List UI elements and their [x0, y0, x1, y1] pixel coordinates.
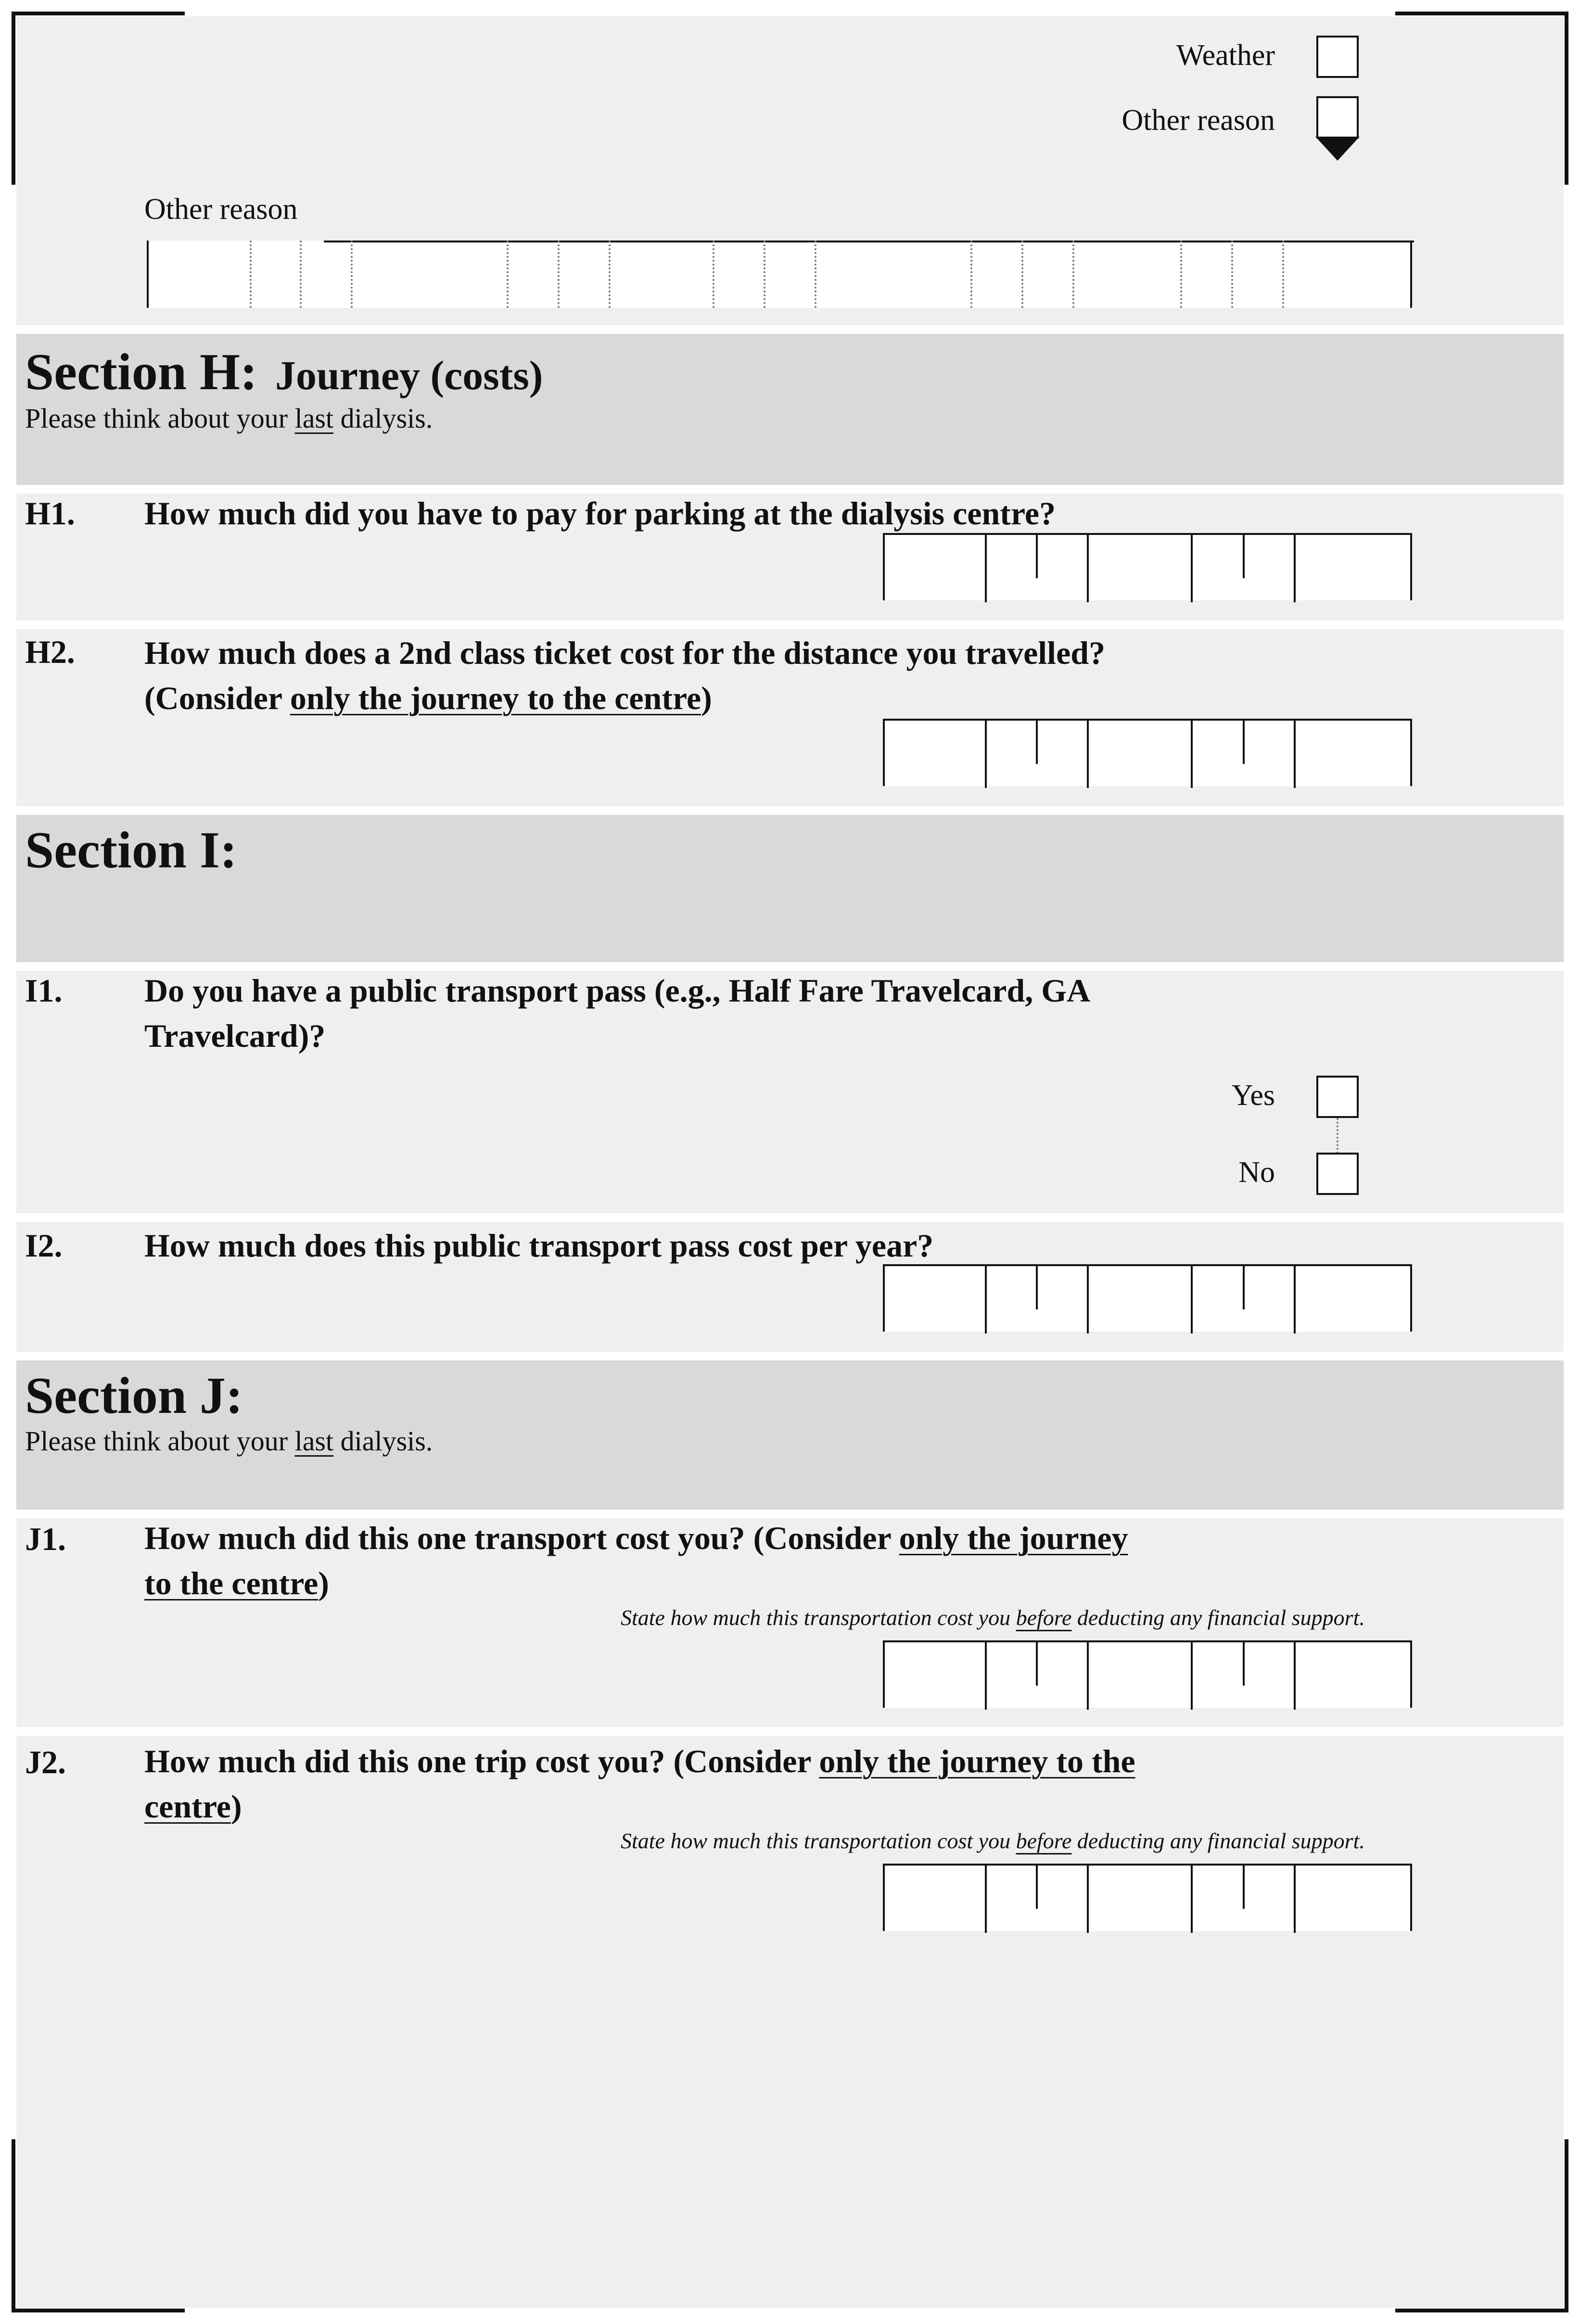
i1-yes-checkbox[interactable] — [1316, 1076, 1359, 1118]
field-divider — [985, 721, 987, 788]
other-reason-checkbox[interactable] — [1316, 96, 1359, 139]
section-h-subtitle: Journey (costs) — [275, 352, 543, 398]
question-text-j2: How much did this one trip cost you? (Consider only the journey to the centre) — [144, 1743, 1135, 1825]
section-j-title: Section J: — [25, 1367, 243, 1424]
divider — [16, 621, 1564, 629]
field-divider — [558, 241, 560, 308]
field-divider — [250, 241, 252, 308]
j2-cost-field[interactable] — [883, 1864, 1412, 1931]
field-divider — [1294, 1266, 1296, 1333]
question-text-i2: How much does this public transport pass cost per year? — [144, 1227, 934, 1264]
field-divider — [764, 241, 765, 308]
field-divider — [507, 241, 509, 308]
field-divider — [1294, 1866, 1296, 1933]
question-number-j2: J2. — [25, 1744, 66, 1780]
i1-option-label-no: No — [1238, 1156, 1275, 1189]
field-divider — [1294, 535, 1296, 602]
field-divider — [351, 241, 353, 308]
other-reason-field-label: Other reason — [144, 193, 298, 226]
field-divider — [985, 1866, 987, 1933]
field-divider — [1180, 241, 1182, 308]
question-number-h1: H1. — [25, 495, 75, 532]
field-divider — [1243, 721, 1245, 764]
field-divider — [1191, 1642, 1193, 1710]
option-label-weather: Weather — [1176, 39, 1275, 72]
divider — [16, 325, 1564, 334]
i1-no-checkbox[interactable] — [1316, 1153, 1359, 1195]
question-text-i1: Do you have a public transport pass (e.g., Half Fare Travelcard, GA Travelcard)? — [144, 972, 1089, 1054]
field-divider — [1282, 241, 1284, 308]
corner-mark-bottom-left-h — [12, 2309, 185, 2312]
section-i-header — [16, 815, 1564, 962]
field-divider — [1243, 1866, 1245, 1909]
field-divider — [1191, 721, 1193, 788]
option-label-other-reason: Other reason — [1121, 104, 1275, 137]
field-divider — [1294, 721, 1296, 788]
question-text-h1: How much did you have to pay for parking at the dialysis centre? — [144, 495, 1056, 532]
question-number-j1: J1. — [25, 1521, 66, 1557]
field-divider — [1294, 1642, 1296, 1710]
section-j-instruction: Please think about your last dialysis. — [25, 1425, 433, 1457]
corner-mark-top-left-h — [12, 12, 185, 15]
corner-mark-bottom-right-v — [1565, 2139, 1568, 2312]
field-divider — [1087, 1866, 1089, 1933]
corner-mark-bottom-left-v — [12, 2139, 15, 2312]
field-divider — [1191, 1866, 1193, 1933]
corner-mark-top-right-h — [1395, 12, 1568, 15]
corner-mark-top-left-v — [12, 12, 15, 185]
divider — [16, 1213, 1564, 1222]
field-divider — [1191, 535, 1193, 602]
field-divider — [1243, 1266, 1245, 1309]
h2-cost-field[interactable] — [883, 719, 1412, 786]
field-divider — [1087, 721, 1089, 788]
field-divider — [1231, 241, 1233, 308]
field-divider — [1087, 1642, 1089, 1710]
field-divider — [609, 241, 611, 308]
other-reason-text-field[interactable] — [147, 241, 1412, 308]
divider — [16, 1352, 1564, 1360]
field-divider — [1087, 1266, 1089, 1333]
j2-note: State how much this transportation cost you before deducting any financial support. — [621, 1829, 1365, 1853]
field-divider — [985, 1266, 987, 1333]
field-divider — [985, 535, 987, 602]
field-divider — [1072, 241, 1074, 308]
field-divider — [1036, 535, 1038, 578]
section-i-title: Section I: — [25, 822, 237, 879]
field-divider — [1036, 1642, 1038, 1686]
question-text-h2: How much does a 2nd class ticket cost for the distance you travelled? — [144, 635, 1106, 671]
j1-cost-field[interactable] — [883, 1640, 1412, 1708]
question-text-h2-line2: (Consider only the journey to the centre) — [144, 680, 712, 716]
question-number-i2: I2. — [25, 1227, 63, 1264]
corner-mark-top-right-v — [1565, 12, 1568, 185]
section-h-title: Section H: — [25, 343, 257, 401]
i1-option-label-yes: Yes — [1231, 1079, 1275, 1112]
divider — [16, 806, 1564, 815]
question-number-h2: H2. — [25, 634, 75, 670]
field-divider — [713, 241, 714, 308]
field-divider — [1021, 241, 1023, 308]
corner-mark-bottom-right-h — [1395, 2309, 1568, 2312]
checkbox-connector — [1337, 1118, 1338, 1154]
field-divider — [300, 241, 302, 308]
weather-checkbox[interactable] — [1316, 36, 1359, 78]
question-text-j1: How much did this one transport cost you? (Consider only the journey to the centre) — [144, 1520, 1128, 1601]
field-divider — [1243, 535, 1245, 578]
field-divider — [1191, 1266, 1193, 1333]
question-number-i1: I1. — [25, 972, 63, 1009]
divider — [16, 1727, 1564, 1736]
filter-arrow-icon — [1315, 137, 1360, 161]
field-divider — [970, 241, 972, 308]
field-divider — [815, 241, 816, 308]
field-divider — [1036, 1266, 1038, 1309]
field-divider — [1087, 535, 1089, 602]
section-h-instruction: Please think about your last dialysis. — [25, 403, 433, 434]
i2-cost-field[interactable] — [883, 1264, 1412, 1332]
j1-note: State how much this transportation cost you before deducting any financial support. — [621, 1605, 1365, 1630]
field-divider — [1036, 721, 1038, 764]
field-divider — [985, 1642, 987, 1710]
field-divider — [1243, 1642, 1245, 1686]
h1-cost-field[interactable] — [883, 533, 1412, 600]
field-divider — [1036, 1866, 1038, 1909]
